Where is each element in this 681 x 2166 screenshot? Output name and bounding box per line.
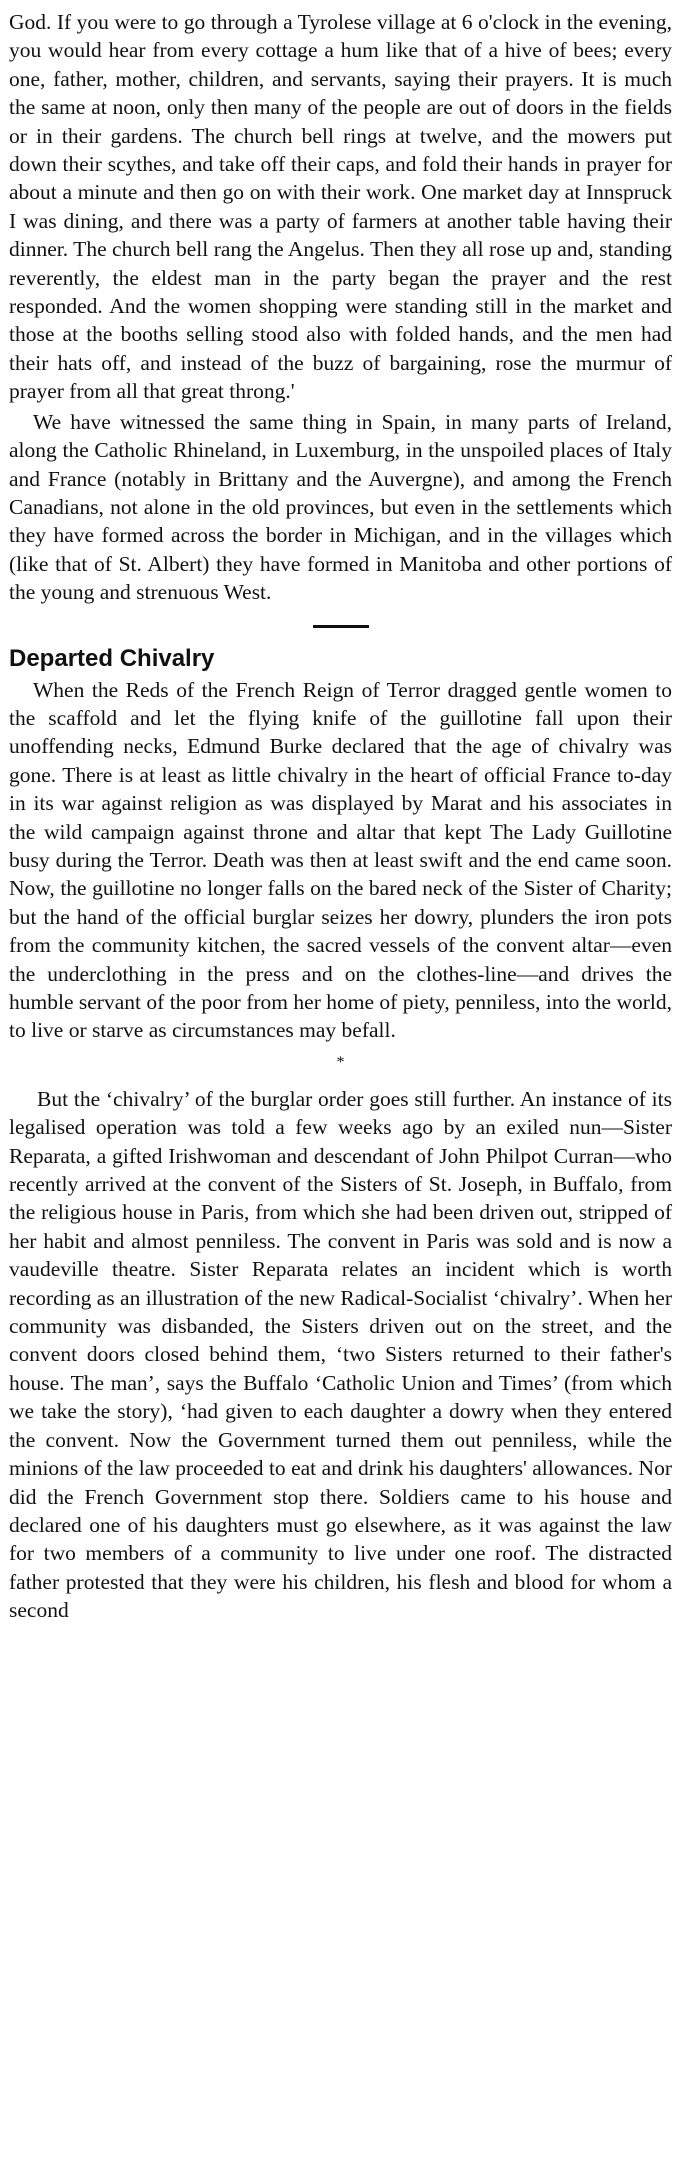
- article-continuation-paragraph: God. If you were to go through a Tyrolese village at 6 o'clock in the evening, you would hear from every cottage a hum like that of a hive of bees; every one, father, mother, children, and servants, saying their prayers. It is much the same at noon, only then many of the people are out of doors in the fields or in their gardens. The church bell rings at twelve, and the mowers put down their scythes, and take off their caps, and fold their hands in prayer for about a minute and then go on with their work. One market day at Innspruck I was dining, and there was a party of farmers at another table having their dinner. The church bell rang the Angelus. Then they all rose up and, standing reverently, the eldest man in the party began the prayer and the rest responded. And the women shopping were standing still in the market and those at the booths selling stood also with folded hands, and the men had their hats off, and instead of the buzz of bargaining, rose the murmur of prayer from all that great throng.': [9, 10, 672, 404]
- section-paragraph-2: But the ‘chivalry’ of the burglar order goes still further. An instance of its legalised operation was told a few weeks ago by an exiled nun—Sister Reparata, a gifted Irishwoman and descendant of John Philpot Curran—who recently arrived at the convent of the Sisters of St. Joseph, in Buffalo, from the religious house in Paris, from which she had been driven out, stripped of her habit and almost penniless. The convent in Paris was sold and is now a vaudeville theatre. Sister Reparata relates an incident which is worth recording as an illustration of the new Radical-Socialist ‘chivalry’. When her community was disbanded, the Sisters driven out on the street, and the convent doors closed behind them, ‘two Sisters returned to their father's house. The man’, says the Buffalo ‘Catholic Union and Times’ (from which we take the story), ‘had given to each daughter a dowry when they entered the convent. Now the Government turned them out penniless, while the minions of the law proceeded to eat and drink his daughters' allowances. Nor did the French Government stop there. Soldiers came to his house and declared one of his daughters must go elsewhere, as it was against the law for two members of a community to live under one roof. The distracted father protested that they were his children, his flesh and blood for whom a second: [9, 1086, 672, 1623]
- article-second-paragraph: We have witnessed the same thing in Spain, in many parts of Ireland, along the Catholic Rhineland, in Luxemburg, in the unspoiled places of Italy and France (notably in Brittany and the Auvergne), and among the French Canadians, not alone in the old provinces, but even in the settlements which they have formed across the border in Michigan, and in the villages which (like that of St. Albert) they have formed in Manitoba and other portions of the young and strenuous West.: [9, 409, 672, 605]
- section-heading: Departed Chivalry: [9, 644, 215, 672]
- section-divider-rule: [313, 625, 369, 628]
- separator-star: *: [336, 1053, 345, 1071]
- section-paragraph-1: When the Reds of the French Reign of Terror dragged gentle women to the scaffold and let the flying knife of the guillotine fall upon their unoffending necks, Edmund Burke declared that the age of chivalry was gone. There is at least as little chivalry in the heart of official France to-day in its war against religion as was displayed by Marat and his associates in the wild campaign against throne and altar that kept The Lady Guillotine busy during the Terror. Death was then at least swift and the end came soon. Now, the guillotine no longer falls on the bared neck of the Sister of Charity; but the hand of the official burglar seizes her dowry, plunders the iron pots from the community kitchen, the sacred vessels of the convent altar—even the underclothing in the press and on the clothes-line—and drives the humble servant of the poor from her home of piety, penniless, into the world, to live or starve as circumstances may befall.: [9, 677, 672, 1043]
